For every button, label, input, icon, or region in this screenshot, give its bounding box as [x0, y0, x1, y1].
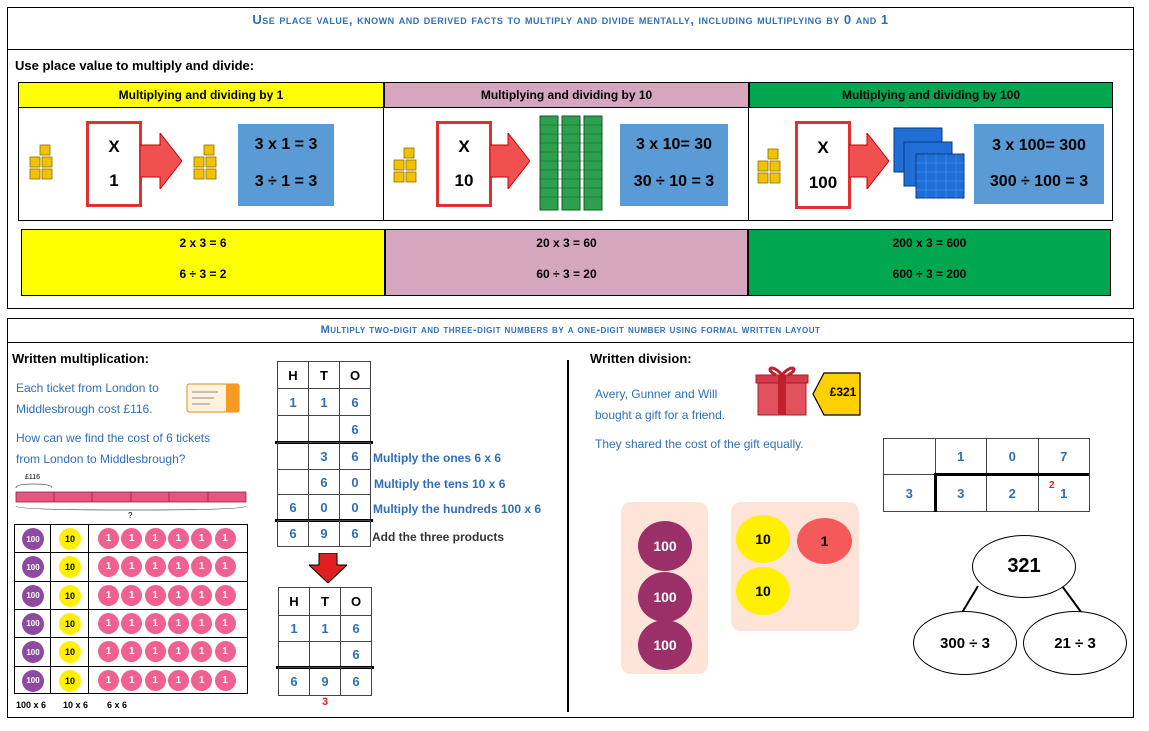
arrow-right-icon	[849, 133, 889, 189]
one-counter: 1	[98, 670, 119, 691]
div-quotient-cell	[883, 438, 936, 475]
col-header-by-1: Multiplying and dividing by 1	[18, 82, 384, 108]
div-text-1a: Avery, Gunner and Will	[595, 387, 718, 401]
one-counter: 1	[191, 641, 212, 662]
bottom-title-divider	[7, 342, 1134, 343]
mult-heading: Written multiplication:	[12, 351, 149, 366]
arrow-right-icon	[140, 133, 182, 189]
op-n-1: 1	[109, 171, 119, 190]
one-counter: 1	[168, 528, 189, 549]
op-n-10: 10	[454, 171, 474, 190]
table-cell: 1	[277, 388, 309, 416]
hundred-counter: 100	[22, 528, 44, 550]
bar-label: £116	[25, 474, 41, 481]
fact2-by-10: 30 ÷ 10 = 3	[633, 173, 715, 190]
table-cell: 6	[339, 520, 371, 547]
carry-digit: 3	[322, 696, 329, 708]
one-counter: 1	[98, 585, 119, 606]
one-counter: 1	[168, 670, 189, 691]
div-dividend-cell: 2	[986, 474, 1039, 512]
table-header: H	[278, 587, 310, 616]
fact2-by-100: 300 ÷ 100 = 3	[989, 173, 1089, 190]
cubes-icon	[26, 143, 58, 181]
hundred-counter: 100	[638, 572, 692, 622]
one-counter: 1	[98, 613, 119, 634]
grid-line	[14, 666, 248, 667]
one-counter: 1	[121, 585, 142, 606]
one-counter: 1	[98, 528, 119, 549]
top-subtitle: Use place value to multiply and divide:	[15, 58, 255, 73]
table-header: T	[308, 361, 340, 389]
hundred-counter: 100	[22, 613, 44, 635]
ex1-by-1: 2 x 3 = 6	[179, 236, 227, 250]
step-hundreds: Multiply the hundreds 100 x 6	[373, 502, 542, 516]
col-label-10x6: 10 x 6	[63, 700, 89, 710]
ten-counter: 10	[59, 670, 81, 692]
div-quotient-cell: 0	[986, 438, 1039, 475]
ten-counter: 10	[59, 613, 81, 635]
table-cell	[277, 442, 309, 470]
table-header: O	[340, 587, 372, 616]
ex2-by-1: 6 ÷ 3 = 2	[179, 267, 227, 281]
table-cell: 6	[340, 641, 372, 668]
hundred-counter: 100	[22, 585, 44, 607]
top-title: Use place value, known and derived facts to multiply and divide mentally, including multiplying by 0 and 1	[252, 12, 889, 27]
one-counter: 1	[121, 528, 142, 549]
hundred-counter: 100	[22, 641, 44, 663]
mult-text-1a: Each ticket from London to	[16, 381, 159, 395]
one-counter: 1	[191, 613, 212, 634]
fact2-by-1: 3 ÷ 1 = 3	[254, 173, 318, 190]
one-counter: 1	[191, 528, 212, 549]
one-counter: 1	[215, 585, 236, 606]
grid-line	[14, 552, 248, 553]
op-x-1: X	[108, 137, 120, 156]
bus-stop-top	[935, 473, 1090, 476]
ten-counter: 10	[736, 567, 790, 615]
table-cell: 3	[308, 442, 340, 470]
step-ones: Multiply the ones 6 x 6	[373, 451, 502, 465]
one-counter: 1	[98, 556, 119, 577]
table-cell	[277, 469, 309, 495]
table-cell: 6	[277, 494, 309, 521]
table-cell: 6	[339, 442, 371, 470]
one-counter: 1	[121, 641, 142, 662]
tree-left: 300 ÷ 3	[913, 611, 1017, 675]
arrow-down-icon	[309, 553, 347, 583]
ten-counter: 10	[59, 585, 81, 607]
table-cell: 1	[309, 615, 341, 642]
one-counter: 1	[215, 641, 236, 662]
operator-card-100	[795, 121, 851, 209]
one-counter: 1	[168, 585, 189, 606]
ten-counter: 10	[59, 641, 81, 663]
fact1-by-1: 3 x 1 = 3	[254, 136, 318, 153]
div-dividend-cell: 1	[1038, 474, 1091, 512]
mult-text-1b: Middlesbrough cost £116.	[16, 402, 153, 416]
arrow-right-icon	[490, 133, 530, 189]
one-counter: 1	[215, 613, 236, 634]
cubes-icon	[390, 146, 422, 184]
grid-line	[14, 581, 248, 582]
ticket-icon	[186, 383, 240, 413]
section-divider	[567, 360, 569, 712]
ten-counter: 10	[59, 556, 81, 578]
one-counter: 1	[168, 613, 189, 634]
price-tag: £321	[829, 385, 857, 399]
div-dividend-cell: 3	[935, 474, 988, 512]
top-title-divider	[7, 49, 1134, 50]
one-counter: 1	[145, 670, 166, 691]
ten-counter: 10	[736, 515, 790, 563]
one-counter: 1	[168, 556, 189, 577]
hundred-counter: 100	[638, 620, 692, 670]
operator-card-10	[436, 121, 492, 207]
table-cell: 6	[278, 667, 310, 696]
table-cell: 6	[339, 415, 371, 443]
ex2-by-100: 600 ÷ 3 = 200	[892, 267, 967, 281]
step-tens: Multiply the tens 10 x 6	[374, 477, 506, 491]
bus-stop-side	[934, 473, 937, 512]
fact1-by-100: 3 x 100= 300	[992, 137, 1086, 154]
one-counter: 1	[98, 641, 119, 662]
table-cell: 0	[339, 494, 371, 521]
hundred-counter: 100	[638, 521, 692, 571]
cubes-icon	[754, 147, 786, 185]
table-cell: 9	[308, 520, 340, 547]
operator-card-1	[86, 121, 142, 207]
mult-text-2a: How can we find the cost of 6 tickets	[16, 431, 211, 445]
one-counter: 1	[121, 670, 142, 691]
one-counter: 1	[797, 518, 852, 564]
ex2-by-10: 60 ÷ 3 = 20	[536, 267, 597, 281]
col-label-100x6: 100 x 6	[16, 700, 47, 710]
col-header-by-10: Multiplying and dividing by 10	[384, 82, 749, 108]
table-cell	[309, 641, 341, 668]
bar-model	[14, 482, 250, 512]
one-counter: 1	[191, 556, 212, 577]
table-cell: 6	[340, 615, 372, 642]
hundred-flats-icon	[890, 124, 968, 204]
table-cell: 0	[308, 494, 340, 521]
one-counter: 1	[145, 556, 166, 577]
one-counter: 1	[121, 556, 142, 577]
table-cell	[308, 415, 340, 443]
fact1-by-10: 3 x 10= 30	[635, 136, 713, 153]
one-counter: 1	[145, 528, 166, 549]
div-divisor-cell: 3	[883, 474, 936, 512]
table-cell	[277, 415, 309, 443]
table-cell: 9	[309, 667, 341, 696]
div-quotient-cell: 1	[935, 438, 988, 475]
one-counter: 1	[145, 641, 166, 662]
ex1-by-100: 200 x 3 = 600	[892, 236, 967, 250]
ten-counter: 10	[59, 528, 81, 550]
op-x-10: X	[458, 137, 470, 156]
table-header: O	[339, 361, 371, 389]
div-heading: Written division:	[590, 351, 692, 366]
step-add: Add the three products	[372, 530, 505, 544]
one-counter: 1	[215, 670, 236, 691]
one-counter: 1	[121, 613, 142, 634]
table-cell: 0	[339, 469, 371, 495]
bottom-title: Multiply two-digit and three-digit numbers by a one-digit number using formal written layout	[320, 324, 821, 336]
table-cell: 6	[339, 388, 371, 416]
table-cell: 1	[278, 615, 310, 642]
table-header: T	[309, 587, 341, 616]
div-text-1b: bought a gift for a friend.	[595, 408, 726, 422]
one-counter: 1	[191, 585, 212, 606]
table-cell: 1	[308, 388, 340, 416]
grid-line	[14, 609, 248, 610]
gift-icon	[754, 363, 810, 417]
div-quotient-cell: 7	[1038, 438, 1091, 475]
tree-right: 21 ÷ 3	[1023, 611, 1127, 675]
ex1-by-10: 20 x 3 = 60	[536, 236, 597, 250]
one-counter: 1	[215, 528, 236, 549]
hundred-counter: 100	[22, 670, 44, 692]
one-counter: 1	[215, 556, 236, 577]
mult-text-2b: from London to Middlesbrough?	[16, 452, 186, 466]
one-counter: 1	[191, 670, 212, 691]
table-cell	[278, 641, 310, 668]
op-n-100: 100	[808, 173, 838, 192]
table-header: H	[277, 361, 309, 389]
ten-rods-icon	[536, 112, 606, 214]
tree-top: 321	[972, 535, 1076, 598]
table-cell: 6	[277, 520, 309, 547]
one-counter: 1	[168, 641, 189, 662]
fact-box-100	[974, 124, 1104, 204]
hundred-counter: 100	[22, 556, 44, 578]
table-cell: 6	[340, 667, 372, 696]
one-counter: 1	[145, 585, 166, 606]
col-header-by-100: Multiplying and dividing by 100	[749, 82, 1113, 108]
table-cell: 6	[308, 469, 340, 495]
cubes-icon	[190, 143, 222, 181]
bar-question: ?	[128, 511, 133, 520]
div-text-2: They shared the cost of the gift equally.	[595, 437, 804, 451]
remainder-carry: 2	[1049, 480, 1055, 491]
op-x-100: X	[817, 138, 829, 157]
one-counter: 1	[145, 613, 166, 634]
grid-line	[14, 637, 248, 638]
col-label-6x6: 6 x 6	[107, 700, 128, 710]
